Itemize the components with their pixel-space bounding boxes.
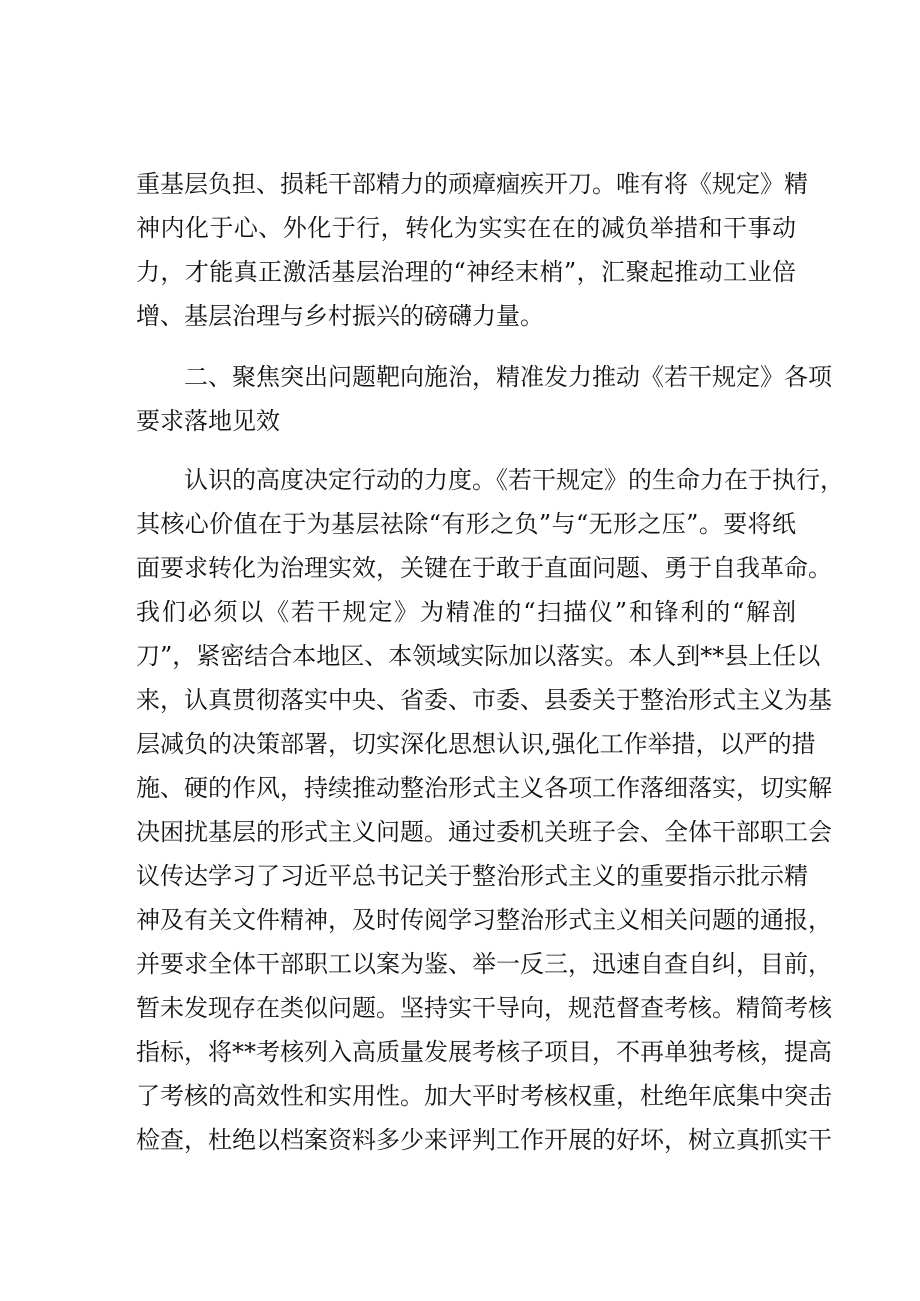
paragraph-line: 暂未发现存在类似问题。坚持实干导向，规范督查考核。精简考核 xyxy=(136,994,832,1022)
paragraph-line: 神及有关文件精神，及时传阅学习整治形式主义相关问题的通报， xyxy=(136,906,832,934)
paragraph-line: 认识的高度决定行动的力度。《若干规定》的生命力在于执行， xyxy=(184,466,844,494)
paragraph-line: 议传达学习了习近平总书记关于整治形式主义的重要指示批示精 xyxy=(136,862,808,890)
paragraph-line: 决困扰基层的形式主义问题。通过委机关班子会、全体干部职工会 xyxy=(136,818,832,846)
paragraph-line: 刀”，紧密结合本地区、本领域实际加以落实。本人到**县上任以 xyxy=(136,642,821,670)
section-heading-line: 要求落地见效 xyxy=(136,407,280,435)
paragraph-line: 神内化于心、外化于行，转化为实实在在的减负举措和干事动 xyxy=(136,214,796,242)
paragraph-line: 层减负的决策部署，切实深化思想认识,强化工作举措，以严的措 xyxy=(136,730,816,758)
paragraph-line: 指标，将**考核列入高质量发展考核子项目，不再单独考核，提高 xyxy=(136,1038,832,1066)
paragraph-line: 我们必须以《若干规定》为精准的“扫描仪”和锋利的“解剖 xyxy=(136,598,796,626)
paragraph-line: 力，才能真正激活基层治理的“神经末梢”，汇聚起推动工业倍 xyxy=(136,258,796,286)
paragraph-line: 来，认真贯彻落实中央、省委、市委、县委关于整治形式主义为基 xyxy=(136,686,832,714)
paragraph-line: 面要求转化为治理实效，关键在于敢于直面问题、勇于自我革命。 xyxy=(136,554,832,582)
paragraph-line: 并要求全体干部职工以案为鉴、举一反三，迅速自查自纠，目前， xyxy=(136,950,832,978)
paragraph-line: 了考核的高效性和实用性。加大平时考核权重，杜绝年底集中突击 xyxy=(136,1082,832,1110)
section-heading-line: 二、聚焦突出问题靶向施治，精准发力推动《若干规定》各项 xyxy=(184,363,832,391)
paragraph-line: 重基层负担、损耗干部精力的顽瘴痼疾开刀。唯有将《规定》精 xyxy=(136,170,808,198)
paragraph-line: 其核心价值在于为基层祛除“有形之负”与“无形之压”。要将纸 xyxy=(136,510,796,538)
paragraph-line: 施、硬的作风，持续推动整治形式主义各项工作落细落实，切实解 xyxy=(136,774,832,802)
paragraph-line: 检查，杜绝以档案资料多少来评判工作开展的好坏，树立真抓实干 xyxy=(136,1126,832,1154)
paragraph-line: 增、基层治理与乡村振兴的磅礴力量。 xyxy=(136,302,544,330)
